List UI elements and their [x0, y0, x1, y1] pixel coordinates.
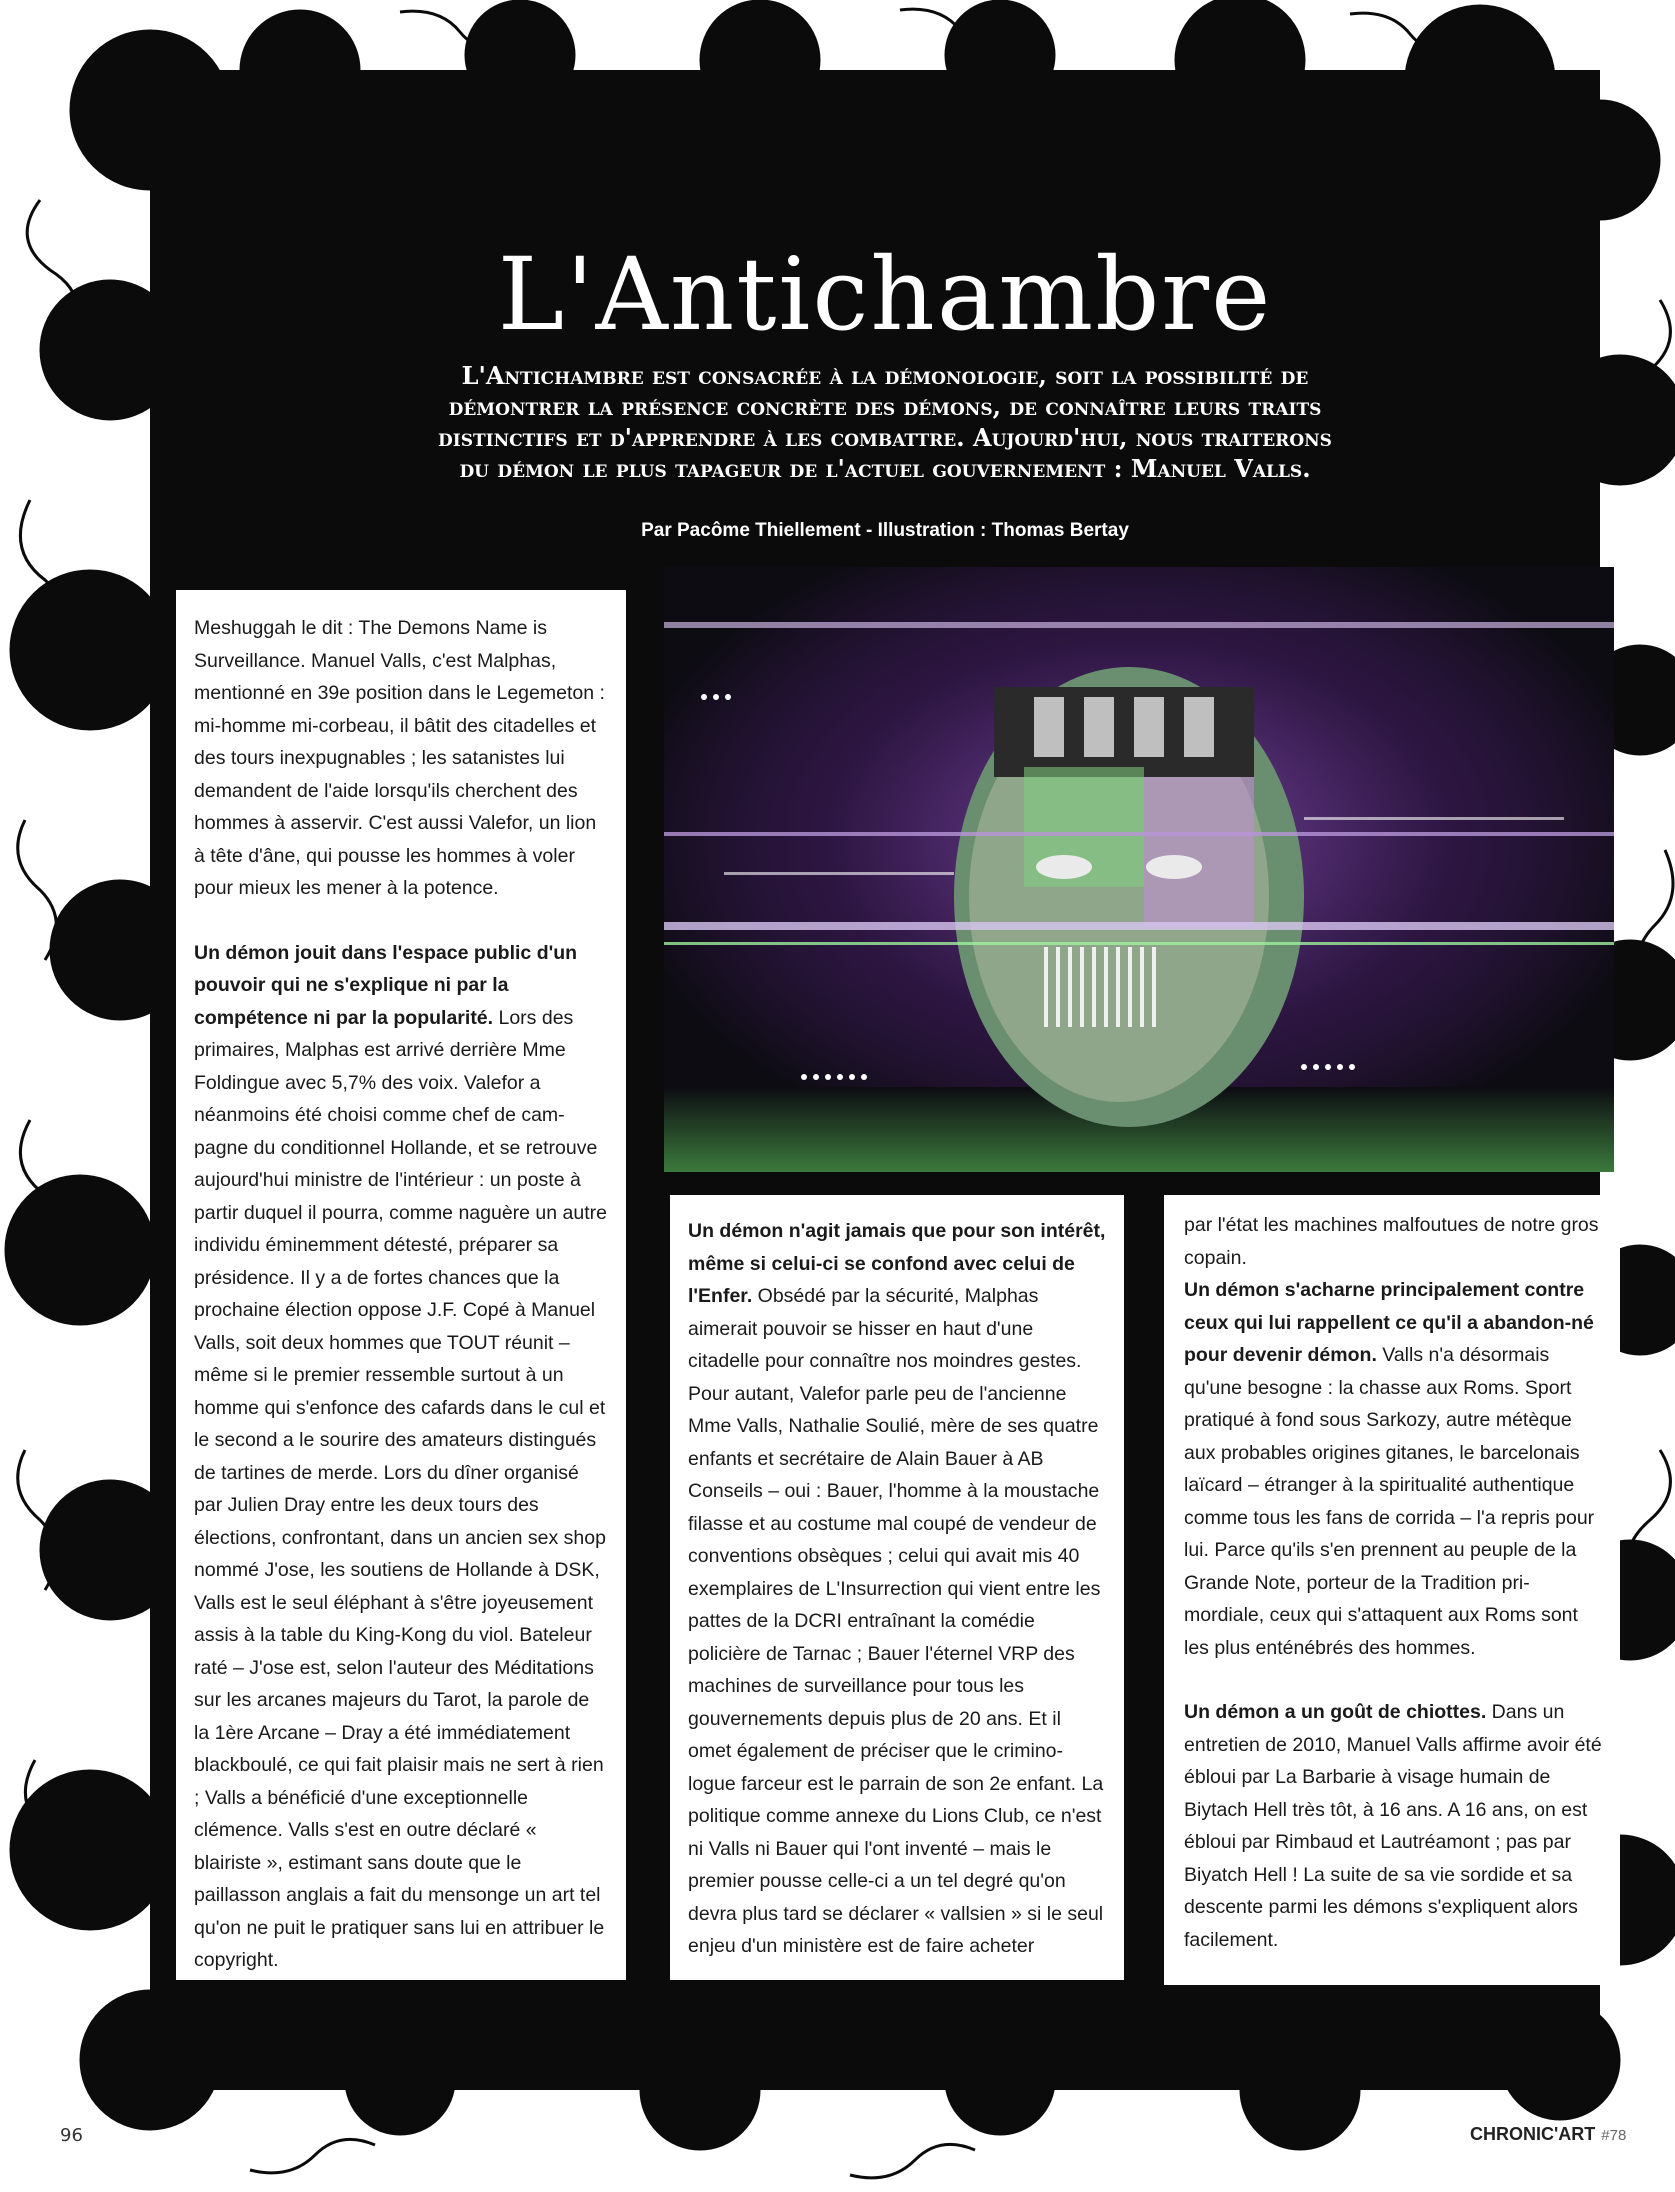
- glitch-portrait-illustration: [664, 567, 1614, 1172]
- magazine-name: CHRONIC'ART: [1470, 2124, 1596, 2144]
- paragraph-lead-bold: Un démon jouit dans l'espace public d'un pouvoir qui ne s'explique ni par la compétence ni par la popularité.: [194, 941, 578, 1029]
- byline: Par Pacôme Thiellement - Illustration : Thomas Bertay: [641, 520, 1129, 541]
- text-column-left: [176, 590, 626, 1980]
- article-intro: L'Antichambre est consacrée à la démonologie, soit la possibilité de démontrer la présence concrète des démons, de connaître leurs traits distinctifs et d'apprendre à les combattre. Aujourd'hui, nous traiterons du démon le plus tapageur de l'actuel gouvernement : Manuel Valls.: [438, 361, 1332, 483]
- issue-number: #78: [1601, 2127, 1627, 2144]
- paragraph-interest: [688, 1215, 1106, 1963]
- portrait-illustration-image: [664, 567, 1614, 1172]
- paragraph-taste: [1184, 1696, 1602, 1956]
- paragraph-body: Obsédé par la sécurité, Malphas aimerait pouvoir se hisser en haut d'une citadelle pour connaître nos moindres gestes. Pour autant, Valefor parle peu de l'ancienne Mme Valls, Nathalie Soulié, mère de ses quatre enfants et secrétaire de Alain Bauer à AB Conseils – oui : Bauer, l'homme à la moustache filasse et au costume mal coupé de vendeur de conventions obsèques ; celui qui avait mis 40 exemplaires de L'Insurrection qui vient entre les pattes de la DCRI entraînant la comédie policière de Tarnac ; Bauer l'éternel VRP des machines de surveillance pour tous les gouvernements depuis plus de 20 ans. Et il omet également de préciser que le crimino-logue farceur est le parrain de son 2e enfant. La politique comme annexe du Lions Club, ce n'est ni Valls ni Bauer qui l'ont inventé – mais le premier pousse celle-ci a un tel degré qu'on devra plus tard se déclarer « vallsien » si le seul enjeu d'un ministère est de faire acheter: [688, 1285, 1104, 1957]
- paragraph-public-power: [194, 937, 608, 1977]
- paragraph-lead-bold: Un démon a un goût de chiottes.: [1184, 1701, 1487, 1723]
- text-column-right: [1164, 1195, 1620, 1985]
- text-column-middle: [670, 1195, 1124, 1980]
- page-number: 96: [60, 2125, 83, 2146]
- paragraph-lead-bold: Un démon s'acharne principalement contre ceux qui lui rappellent ce qu'il a abandon-né pour devenir démon.: [1184, 1279, 1594, 1366]
- paragraph-body: Dans un entretien de 2010, Manuel Valls affirme avoir été ébloui par La Barbarie à visage humain de Biytach Hell très tôt, à 16 ans. A 16 ans, on est ébloui par Rimbaud et Lautréamont ; pas par Biyatch Hell ! La suite de sa vie sordide et sa descente parmi les démons s'expliquent alors facilement.: [1184, 1701, 1602, 1951]
- paragraph-lead-bold: Un démon n'agit jamais que pour son intérêt, même si celui-ci se confond avec celui de l'Enfer.: [688, 1220, 1106, 1307]
- paragraph-continued: par l'état les machines malfoutues de notre gros copain.: [1184, 1214, 1599, 1269]
- paragraph-roms: [1184, 1274, 1602, 1664]
- paragraph-intro: Meshuggah le dit : The Demons Name is Surveillance. Manuel Valls, c'est Malphas, mentionné en 39e position dans le Legemeton : mi-homme mi-corbeau, il bâtit des citadelles et des tours inexpugnables ; les satanistes lui demandent de l'aide lorsqu'ils cherchent des hommes à asservir. C'est aussi Valefor, un lion à tête d'âne, qui pousse les hommes à voler pour mieux les mener à la potence.: [194, 617, 605, 899]
- magazine-masthead: [1470, 2124, 1626, 2145]
- article-title: L'Antichambre: [497, 236, 1273, 353]
- paragraph-body: Valls n'a désormais qu'une besogne : la chasse aux Roms. Sport pratiqué à fond sous Sarkozy, autre métèque aux probables origines gitanes, le barcelonais laïcard – étranger à la spiritualité authentique comme tous les fans de corrida – l'a repris pour lui. Parce qu'ils s'en prennent au peuple de la Grande Note, porteur de la Tradition pri-mordiale, ceux qui s'attaquent aux Roms sont les plus enténébrés des hommes.: [1184, 1344, 1595, 1659]
- paragraph-body: Lors des primaires, Malphas est arrivé derrière Mme Foldingue avec 5,7% des voix. Valefor a néanmoins été choisi comme chef de cam-pagne du conditionnel Hollande, et se retrouve aujourd'hui ministre de l'intérieur : un poste à partir duquel il pourra, comme naguère un autre individu éminemment détesté, préparer sa présidence. Il y a de fortes chances que la prochaine élection oppose J.F. Copé à Manuel Valls, soit deux hommes que TOUT réunit – même si le premier ressemble surtout à un homme qui s'enfonce des cafards dans le cul et le second a le sourire des amateurs distingués de tartines de merde. Lors du dîner organisé par Julien Dray entre les deux tours des élections, confrontant, dans un ancien sex shop nommé J'ose, les soutiens de Hollande à DSK, Valls est le seul éléphant à s'être joyeusement assis à la table du King-Kong du viol. Bateleur raté – J'ose est, selon l'auteur des Méditations sur les arcanes majeurs du Tarot, la parole de la 1ère Arcane – Dray a été immédiatement blackboulé, ce qui fait plaisir mais ne sert à rien ; Valls a bénéficié d'une exceptionnelle clémence. Valls s'est en outre déclaré « blairiste », estimant sans doute que le paillasson anglais a fait du mensonge un art tel qu'on ne puit le pratiquer sans lui en attribuer le copyright.: [194, 1006, 607, 1971]
